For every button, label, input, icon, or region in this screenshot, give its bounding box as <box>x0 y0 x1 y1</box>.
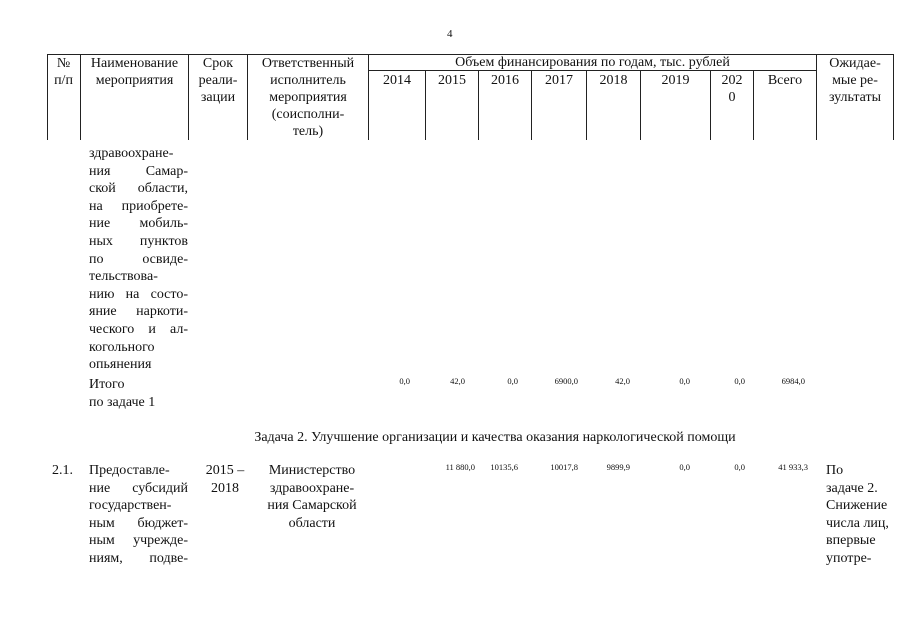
header-num-col: № п/п <box>54 56 73 88</box>
header-name-col: Наименование мероприятия <box>90 56 179 88</box>
page-number: 4 <box>447 28 453 40</box>
row-2015: 11 880,0 <box>445 462 475 472</box>
header-result-col: Ожидае- мые ре- зультаты <box>828 56 882 105</box>
header-year-split: 202 0 <box>721 73 743 105</box>
total-label: Итого по задаче 1 <box>89 377 156 410</box>
row-2020: 0,0 <box>734 462 745 472</box>
table-header <box>47 54 894 140</box>
header-year: 2017 <box>545 73 573 88</box>
header-term-col: Срок реали- зации <box>198 56 238 105</box>
row-2019: 0,0 <box>679 462 690 472</box>
total-2020: 0,0 <box>734 376 745 386</box>
total-all: 6984,0 <box>781 376 805 386</box>
total-2018: 42,0 <box>615 376 630 386</box>
row-2018: 9899,9 <box>606 462 630 472</box>
header-funding-title: Объем финансирования по годам, тыс. рублей <box>455 55 730 70</box>
row-total: 41 933,3 <box>778 462 808 472</box>
total-2016: 0,0 <box>507 376 518 386</box>
row-2016: 10135,6 <box>490 462 518 472</box>
header-year: 2019 <box>661 73 690 88</box>
total-2019: 0,0 <box>679 376 690 386</box>
total-2014: 0,0 <box>399 376 410 386</box>
total-2017: 6900,0 <box>554 376 578 386</box>
row-result: По задаче 2. Снижение числа лиц, впервые употре- <box>826 463 889 566</box>
row-executor: Министерство здравоохране- ния Самарской области <box>267 463 357 531</box>
total-2015: 42,0 <box>450 376 465 386</box>
row-item-name: Предоставле- ние субсидий государствен- ным бюджет- ным учрежде- ниям, подве- <box>89 463 188 566</box>
row-term: 2015 – 2018 <box>205 463 245 496</box>
header-executor-col: Ответственный исполнитель мероприятия (соисполни- тель) <box>261 56 355 139</box>
header-year: 2016 <box>491 73 519 88</box>
row-number: 2.1. <box>52 463 73 478</box>
row-2017: 10017,8 <box>550 462 578 472</box>
task-2-title: Задача 2. Улучшение организации и качества оказания наркологической помощи <box>254 430 736 445</box>
header-year: 2015 <box>438 73 466 88</box>
header-year: 2014 <box>383 73 411 88</box>
continued-item-name: здравоохране- ния Самар- ской области, на приобрете- ние мобиль- ных пунктов по освиде- тельствова- нию на состо- яние наркоти- ческого и ал- когольного опьянения <box>89 146 188 373</box>
header-year: 2018 <box>599 73 628 88</box>
header-total: Всего <box>767 73 803 88</box>
